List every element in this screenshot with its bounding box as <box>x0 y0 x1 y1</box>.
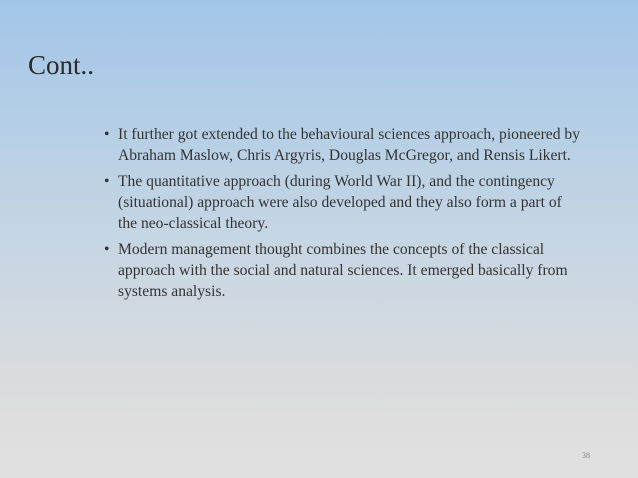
slide-title: Cont.. <box>28 50 95 80</box>
bullet-item <box>104 124 584 166</box>
bullet-text: The quantitative approach (during World War II), and the contingency (situational) approach were also developed and they also form a part of the neo-classical theory. <box>118 173 562 232</box>
page-number: 38 <box>582 451 590 460</box>
bullet-item <box>104 171 584 234</box>
bullet-item <box>104 239 584 302</box>
bullet-dot-icon: • <box>104 126 110 143</box>
bullet-text: It further got extended to the behavioural sciences approach, pioneered by Abraham Maslow, Chris Argyris, Douglas McGregor, and Rensis Likert. <box>118 126 580 164</box>
bullet-dot-icon: • <box>104 241 110 258</box>
bullet-list <box>104 124 584 307</box>
bullet-text: Modern management thought combines the concepts of the classical approach with the social and natural sciences. It emerged basically from systems analysis. <box>118 241 568 300</box>
bullet-dot-icon: • <box>104 173 110 190</box>
